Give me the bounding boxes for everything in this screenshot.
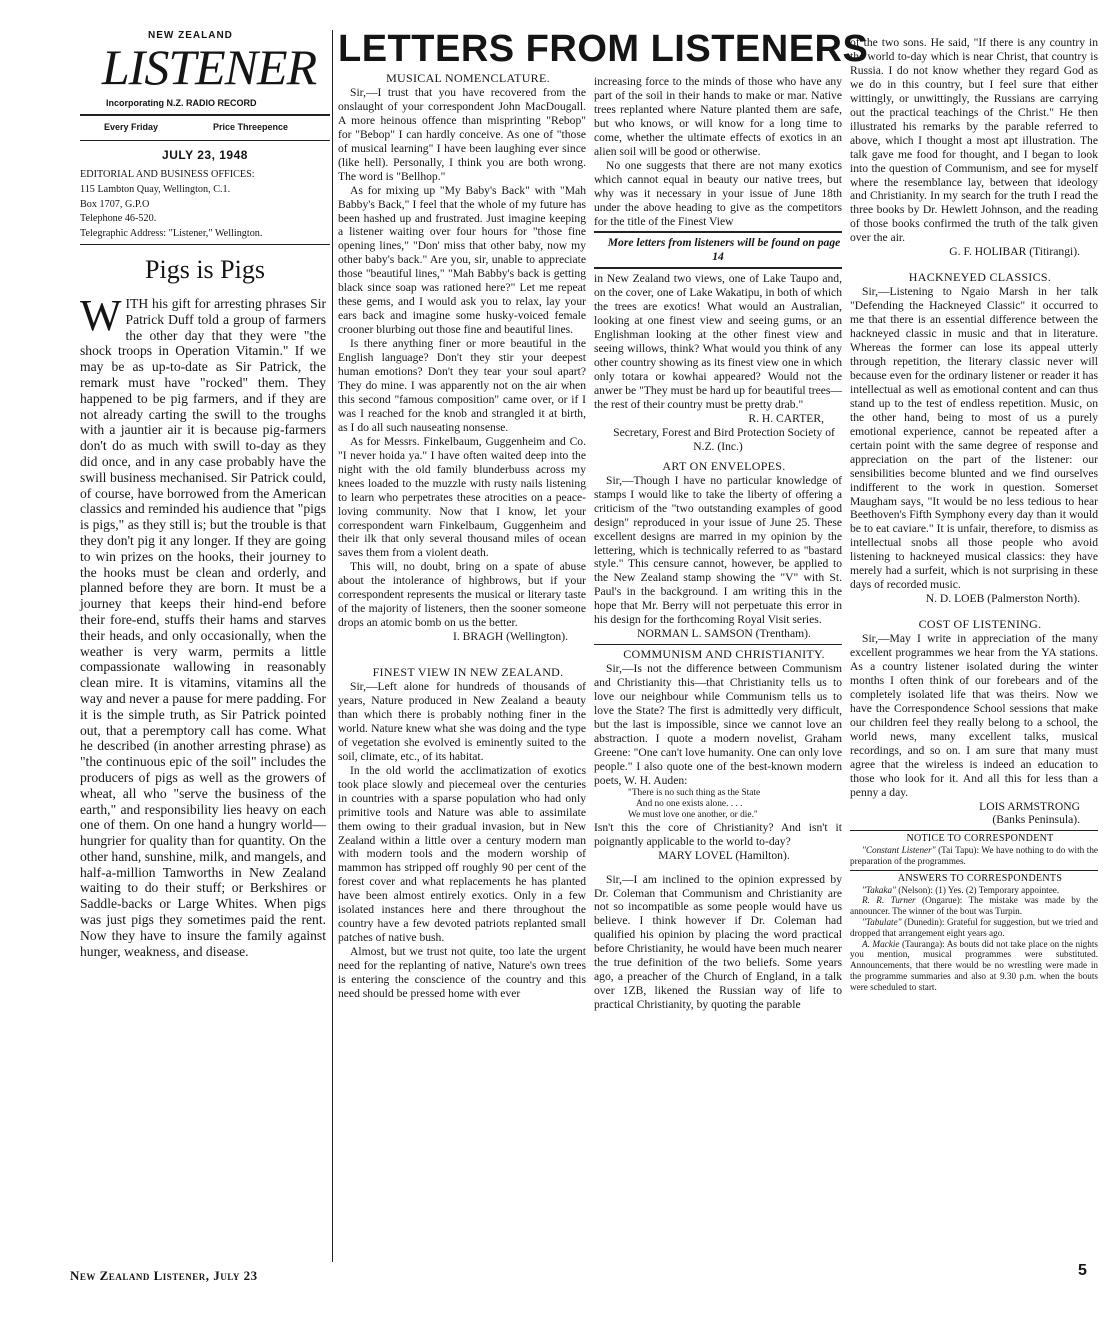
letters-banner: LETTERS FROM LISTENERS (338, 28, 869, 70)
letter-paragraph: Sir,—Is not the difference between Communism and Christianity this—that Christianity tells us to love our neighbour while Communism tells us to love the State? The first is admittedly very difficult, but the last is impossible, since we cannot love an abstraction. I quote a modern novelist, Graham Greene: "One can't love humanity. One can only love people." I also quote one of the best-known modern poets, W. H. Auden: (594, 662, 842, 787)
letter-heading: COST OF LISTENING. (918, 617, 1042, 632)
office-telegraphic: Telegraphic Address: "Listener," Wellington. (80, 228, 263, 240)
editorial-title: Pigs is Pigs (145, 255, 265, 284)
drop-cap: W (80, 291, 122, 340)
spacer (338, 644, 586, 666)
answer-item (850, 895, 1098, 917)
letter-signature: NORMAN L. SAMSON (Trentham). (637, 627, 811, 641)
column-divider (332, 30, 333, 1262)
masthead-divider (80, 244, 330, 245)
masthead-divider (80, 114, 330, 116)
masthead-price: Price Threepence (213, 122, 289, 132)
letter-paragraph: Almost, but we trust not quite, too late the urgent need for the replanting of native, Nature's own trees is entering the conscience of the country and this need should be pressed home with ever (338, 945, 586, 1000)
answer-body: (Dunedin): Grateful for suggestion, but we tried and dropped that arrangement eight years ago. (850, 917, 1098, 938)
letter-paragraph: Isn't this the core of Christianity? And isn't it poignantly applicable to the world to-day? (594, 820, 842, 848)
letter-paragraph: of the two sons. He said, "If there is any country in the world to-day which is near Christ, that country is Russia. I do not know whether they regard God as we do in this country, but I feel sure that either wittingly, or unwittingly, the Russians are carrying out the practical teachings of the Christ." He then illustrated his remarks by the parable referred to above, which I thought a most apt illustration. The talk gave me food for thought, and I began to look into the question of Communism, and see for myself where the resemblance lay, between that ideology and Christianity. In my search for the truth I read the three books by Dr. Hewlett Johnson, and the reading of those books confirmed the truth of the talk given over the air. (850, 36, 1098, 245)
letters-column-1 (338, 72, 586, 1001)
letter-signature: MARY LOVEL (Hamilton). (658, 848, 790, 862)
letter-heading: COMMUNISM AND CHRISTIANITY. (623, 647, 825, 662)
poem-line: "There is no such thing as the State (628, 787, 761, 798)
correspondent-name: A. Mackie (862, 938, 900, 949)
letter-paragraph: increasing force to the minds of those who have any part of the soil in their hands to make or mar. Native trees replanted where Nature planted them are safe, but who knows, or will know for a long time to come, whether the ultimate effects of exotics in an alien soil will be good or otherwise. (594, 75, 842, 158)
answer-body: (Nelson): (1) Yes. (2) Temporary appointee. (895, 884, 1060, 895)
page-number: 5 (1078, 1262, 1087, 1279)
footer-publication: New Zealand Listener, July 23 (70, 1268, 258, 1283)
letter-signature: LOIS ARMSTRONG (979, 799, 1080, 813)
letter-signature-place: (Banks Peninsula). (992, 813, 1080, 827)
letter-signature: G. F. HOLIBAR (Titirangi). (949, 245, 1080, 259)
letter-paragraph: Sir,—I am inclined to the opinion expressed by Dr. Coleman that Communism and Christianity are not so incompatible as some people would have us believe. I think however if Dr. Coleman had qualified his opinion by placing the word practical before Christianity, he would have been much nearer the true definition of the two beliefs. Some years ago, a preacher of the Church of England, in a talk over 1ZB, likened the Russian way of life to practical Christianity, by quoting the parable (594, 872, 842, 1012)
letter-paragraph: Is there anything finer or more beautiful in the English language? Don't they stir your deepest human emotions? Don't they tear your soul apart? They do mine. I was apparently not on the air when this second "famous composition" came over, or if I was I reached for the knob and strangled it at birth, as I do all such nauseating nonsense. (338, 337, 586, 434)
letter-paragraph: Sir,—Left alone for hundreds of thousands of years, Nature produced in New Zealand a beauty than which there is probably nothing finer in the world. Nature knew what she was doing and the type of vegetation she evolved is eminently suited to the soil, climate, etc., of its habitat. (338, 680, 586, 763)
letter-paragraph: Sir,—Listening to Ngaio Marsh in her talk "Defending the Hackneyed Classic" it occurred to me that there is an essential difference between the hackneyed classic in music and that in literature. Whereas the former can lose its appeal utterly through repetition, the literary classic never will because even for the ordinary listener or reader it has intellectual as well as emotional content and can thus stand up to the test of endless repetition. Music, on the other hand, being to most of us a purely emotional experience, cannot be repeated after a certain point with the same degree of response and appreciation on the part of the listener: our sensibilities become blunted and we find ourselves indifferent to the work in question. Somerset Maugham says, "It would be no less tedious to hear Beethoven's Fifth Symphony every day than it would be to eat caviare." It is unfair, therefore, to dismiss as intellectual snobs all those people who avoid listening to hackneyed musical classics: they have merely had a surfeit, which is not surprising in these days of recorded music. (850, 285, 1098, 592)
divider (850, 830, 1098, 831)
letter-paragraph: No one suggests that there are not many exotics which cannot equal in beauty our native trees, but why was it necessary in your issue of June 18th under the above heading to give as the competitors for the title of the Finest View (594, 158, 842, 228)
letters-column-3 (850, 36, 1098, 993)
notice-heading: NOTICE TO CORRESPONDENT (906, 833, 1054, 845)
letters-column-2 (594, 75, 842, 1012)
office-heading: EDITORIAL AND BUSINESS OFFICES: (80, 169, 255, 180)
letter-paragraph: in New Zealand two views, one of Lake Taupo and, on the cover, one of Lake Wakatipu, in both of which the trees are exotics! What would an Australian, looking at one finest view and seeing gums, or an Englishman looking at the other finest view and seeing willows, think? What would you think of any other country showing as its finest view one in which only totara or kowhai appeared? Would not the anwer be "They must be hard up for beautiful trees—the rest of their country must be pretty drab." (594, 272, 842, 411)
letter-signature: I. BRAGH (Wellington). (453, 630, 568, 644)
letter-heading: FINEST VIEW IN NEW ZEALAND. (372, 665, 564, 680)
answer-body: (Tauranga): As bouts did not take place on the nights you mention, musical programmes were substituted. Announcements, that there would be no wrestling were made in the programme summaries and also at 9.30 p.m. when the bouts were scheduled to start. (850, 938, 1098, 992)
letter-paragraph: Sir,—I trust that you have recovered from the onslaught of your correspondent John MacDougall. A more heinous offence than misprinting "Rebop" for "Bebop" I can hardly conceive. As one of "those of musical learning" I have been laughing ever since (like hell). Personally, I think you are both wrong. The word is "Bellhop." (338, 85, 586, 183)
letter-heading: ART ON ENVELOPES. (662, 458, 786, 473)
masthead-divider (80, 140, 330, 141)
answers-heading: ANSWERS TO CORRESPONDENTS (897, 872, 1063, 884)
correspondent-name: "Takaka" (862, 884, 896, 895)
more-letters-note: More letters from listeners will be found on page 14 (607, 236, 841, 264)
masthead-title: LISTENER (101, 39, 317, 95)
masthead-country: NEW ZEALAND (148, 30, 233, 41)
letter-paragraph: This will, no doubt, bring on a spate of abuse about the intolerance of highbrows, but if your correspondent represents the musical or literary taste of the majority of listeners, then the sooner someone drops an atomic bomb on us the better. (338, 560, 586, 630)
answer-item (850, 917, 1098, 939)
masthead-frequency: Every Friday (104, 122, 159, 132)
poem-line: And no one exists alone. . . . (636, 798, 743, 809)
office-telephone: Telephone 46-520. (80, 213, 157, 225)
letter-paragraph: Sir,—May I write in appreciation of the many excellent programmes we hear from the YA stations. As a country listener isolated during the winter months I often think of our forebears and of the completely isolated life that was theirs. Now we have the Correspondence School sessions that make our children feel they really belong to a school, the world news, many excellent talks, musical recordings, and so on. I am sure that many must agree that the wireless is indeed an education to those who look for it. And all this for less than a penny a day. (850, 632, 1098, 799)
divider (594, 267, 842, 269)
office-address: 115 Lambton Quay, Wellington, C.1. (80, 183, 231, 195)
answer-body: (Ongarue): The mistake was made by the announcer. The winner of the bout was Turpin. (850, 895, 1099, 917)
poem-line: We must love one another, or die." (628, 809, 758, 820)
letter-paragraph: As for Messrs. Finkelbaum, Guggenheim and Co. "I never hoida ya." I have often waited deep into the night with the old family blunderbuss across my knees loaded to the muzzle with rusty nails listening to learn who perpetrates these atrocities on a peace-loving community. Now that I know, let your correspondent warn Finkelbaum, Guggenheim and their ilk that only several thousand miles of ocean saves them from a violent death. (338, 434, 586, 560)
notice-body: (Tai Tapu): We have nothing to do with the preparation of the programmes. (850, 845, 1099, 867)
answer-item (850, 885, 1098, 896)
office-details (80, 168, 330, 242)
correspondent-name: "Constant Listener" (862, 845, 936, 856)
letter-heading: HACKNEYED CLASSICS. (908, 270, 1052, 285)
spacer (594, 863, 842, 873)
letter-paragraph: As for mixing up "My Baby's Back" with "Mah Babby's Back," I feel that the whole of my future has been hashed up and frustrated. Just imagine keeping a listener waiting over four hours for "those fine opening lines," "Don' miss that other baby, now my other baby's back." Are you, sir, unable to appreciate those "beautiful lines," "Mah Babby's back is getting black since soap was rationed here?" Let me repeat these gems, and I would ask you to relax, lay your ears back and imagine some husky-voiced female crooner blurbing out those fine and beautiful lines. (338, 183, 586, 337)
notice-text (850, 845, 1098, 867)
letter-paragraph: In the old world the acclimatization of exotics took place slowly and piecemeal over the centuries in countries with a sparse population who had only primitive tools and Nature was able to assimilate them owing to their gradual invasion, but in New Zealand within a little over a century modern man with modern tools and the modern worship of mammon has stripped off roughly 90 per cent of the forest cover and what replacements he has planted have been almost entirely exotics. Only in a few isolated instances here and there throughout the country have a few devoted patriots replanted small patches of native bush. (338, 763, 586, 945)
masthead-subtitle: Incorporating N.Z. RADIO RECORD (106, 98, 257, 108)
letter-signature-title: Secretary, Forest and Bird Protection Society of N.Z. (Inc.) (613, 425, 835, 453)
editorial-text: ITH his gift for arresting phrases Sir Patrick Duff told a group of farmers the other day that they were "the shock troops in Operation Vitamin." If we may be as up-to-date as Sir Patrick, the remark must have "rocked" them. They happened to be pig farmers, and if they are not already carting the swill to the troughs with a jauntier air it is because pig-farmers don't do as much with swill to-day as they did once, and in any case probably have the swill business mechanised. Sir Patrick could, of course, have borrowed from the American classics and reminded his audience that "pigs is pigs," as they still is; but the trouble is that they don't pig it any longer. If they are going to win prizes on the hooks, their journey to the hooks must be clean and orderly, and planned before they are born. It must be a journey that keeps their hind-end before their fore-end, stuffs their hams and starves their heads, and only occasionally, when the weather is very warm, permits a little compassionate wallowing in reasonably clean mire. It is vitamins, vitamins all the way and never a pause for mere padding. For it is the simple truth, as Sir Patrick pointed out, that a peremptory call has come. What he described (in another arresting phrase) as "the continuous epic of the soil" includes the producers of pigs as well as the growers of wheat, all who "serve the business of the earth," and responsibility lies heavy on each one of them. On one hand a hungry world—hungrier for quality than for quantity. On the other hand, sunshine, milk, and mangels, and half-a-million Tamworths in New Zealand waiting to do their stuff; or Berkshires or Saddle-backs or Large Whites. When pigs was just pigs they sometimes paid the rent. Now they have to insure the family against hunger, weakness, and disease. (80, 296, 326, 959)
divider (850, 870, 1098, 871)
divider (594, 231, 842, 233)
letter-signature: R. H. CARTER, (748, 411, 824, 425)
letter-heading: MUSICAL NOMENCLATURE. (386, 71, 550, 85)
editorial-body (80, 291, 326, 959)
issue-date: JULY 23, 1948 (162, 148, 248, 162)
correspondent-name: "Tabulate" (862, 917, 902, 927)
divider (594, 644, 842, 645)
letter-paragraph: Sir,—Though I have no particular knowledge of stamps I would like to take the liberty of offering a criticism of the "two outstanding examples of good design" reproduced in your issue of June 25. These excellent designs are marred in my opinion by the lettering, which is technically referred to as "bastard style." This censure cannot, however, be applied to the New Zealand stamp showing the "V" with St. Paul's in the background. I am writing this in the hope that Mr. Berry will not perpetuate this error in his design for the forthcoming Royal Visit series. (594, 473, 842, 627)
answer-item (850, 939, 1098, 993)
correspondent-name: R. R. Turner (862, 895, 916, 906)
letter-signature: N. D. LOEB (Palmerston North). (925, 592, 1080, 606)
office-box: Box 1707, G.P.O (80, 198, 150, 210)
